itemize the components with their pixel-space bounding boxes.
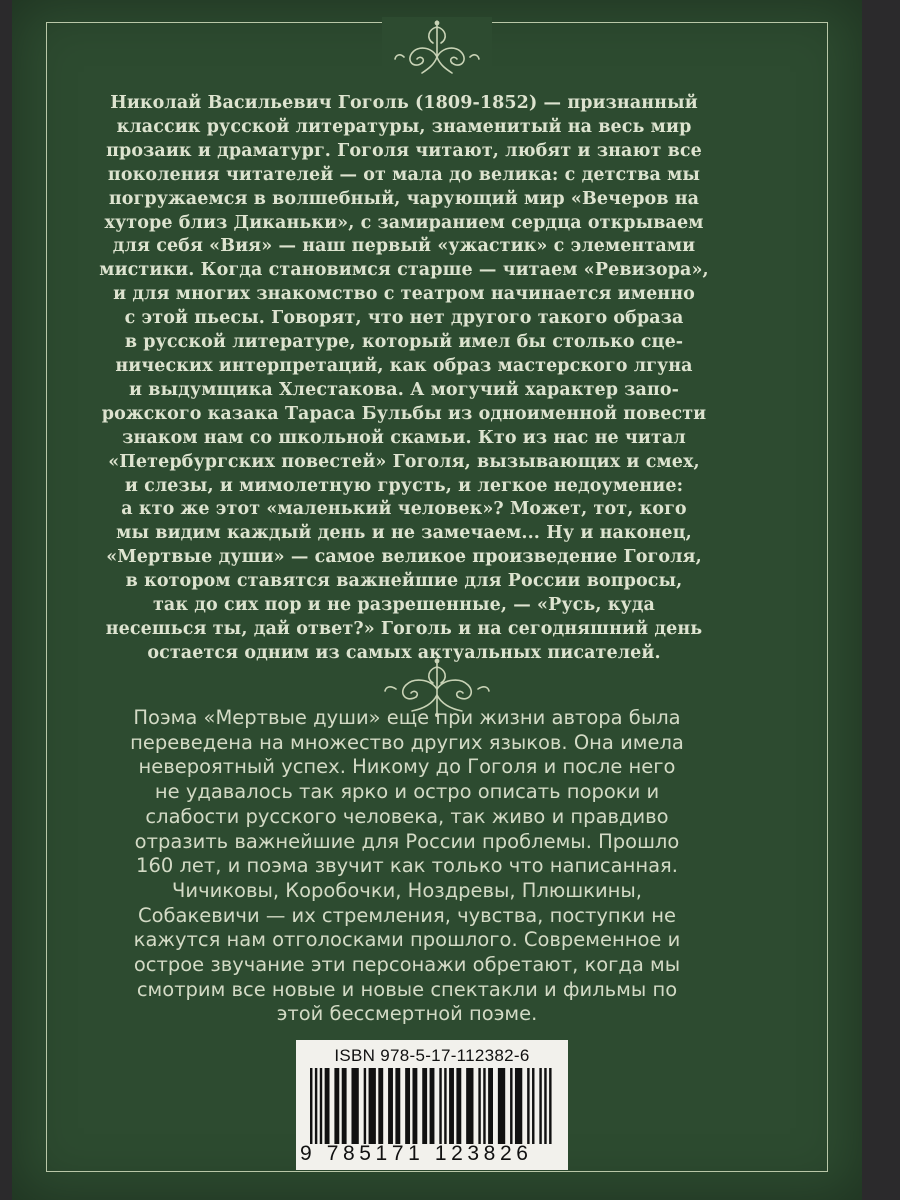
author-annotation [76, 92, 732, 666]
barcode-bar [369, 1068, 376, 1144]
annotation-line: прозаик и драматург. Гоголя читают, любят и знают все [106, 140, 702, 161]
barcode-bars [306, 1068, 558, 1144]
barcode-digits: 9 785171 123826 [300, 1142, 533, 1165]
barcode-bar [351, 1068, 358, 1144]
annotation-line: несешься ты, дай ответ?» Гоголь и на сегодняшний день [105, 618, 703, 639]
barcode-bar [444, 1068, 446, 1144]
annotation-line: рожского казака Тараса Бульбы из одноименной повести [101, 403, 707, 424]
annotation-line: Николай Васильевич Гоголь (1809-1852) — признанный [110, 93, 698, 113]
barcode-bar [539, 1068, 541, 1144]
barcode-bar [488, 1068, 493, 1144]
annotation-line: мистики. Когда становимся старше — читаем «Ревизора», [99, 260, 709, 281]
description-line: Поэма «Мертвые души» еще при жизни автора была [133, 706, 681, 729]
barcode-bar [515, 1068, 522, 1144]
barcode-bar [395, 1068, 400, 1144]
annotation-line: и слезы, и мимолетную грусть, и легкое недоумение: [124, 475, 684, 496]
barcode-bar [466, 1068, 473, 1144]
annotation-line: с этой пьесы. Говорят, что нет другого такого образа [124, 308, 684, 329]
barcode-bar [478, 1068, 480, 1144]
barcode-bar [412, 1068, 417, 1144]
annotation-line: поколения читателей — от мала до велика: с детства мы [107, 164, 701, 185]
description-line: 160 лет, и поэма звучит как только что написанная. [136, 854, 678, 878]
barcode-bar [498, 1068, 505, 1144]
isbn-label: ISBN 978-5-17-112382-6 [334, 1046, 530, 1065]
barcode-bar [315, 1068, 317, 1144]
description-line: отразить важнейшие для России проблемы. Прошло [134, 829, 680, 853]
annotation-line: так до сих пор и не разрешенные, — «Русь, куда [152, 595, 655, 616]
barcode-bar [422, 1068, 427, 1144]
barcode-bar [449, 1068, 454, 1144]
barcode-bar [405, 1068, 410, 1144]
annotation-line: знаком нам со школьной скамьи. Кто из нас не читал [122, 427, 686, 448]
description-line: этой бессмертной поэме. [276, 1002, 538, 1026]
book-back-cover [12, 0, 862, 1200]
barcode-bar [456, 1068, 461, 1144]
annotation-line: мы видим каждый день и не замечаем... Ну и наконец, [116, 523, 692, 544]
barcode-bar [544, 1068, 546, 1144]
annotation-line: хуторе близ Диканьки», с замиранием сердца открываем [104, 212, 704, 233]
barcode-bar [549, 1068, 551, 1144]
annotation-line: погружаемся в волшебный, чарующий мир «Вечеров на [108, 188, 700, 209]
annotation-line: а кто же этот «маленький человек»? Может, тот, кого [121, 499, 687, 520]
annotation-line: в котором ставятся важнейшие для России вопросы, [125, 571, 683, 592]
annotation-line: «Мертвые души» — самое великое произведение Гоголя, [106, 547, 702, 568]
annotation-line: и для многих знакомство с театром начинается именно [113, 284, 695, 305]
book-description [82, 706, 732, 1027]
annotation-line: остается одним из самых актуальных писателей. [147, 642, 661, 663]
barcode-bar [310, 1068, 312, 1144]
description-line: слабости русского человека, так живо и правдиво [145, 804, 669, 828]
description-line: невероятный успех. Никому до Гоголя и после него [138, 755, 676, 779]
barcode-bar [325, 1068, 330, 1144]
description-line: Чичиковы, Коробочки, Ноздревы, Плюшкины, [172, 878, 642, 902]
barcode-bar [510, 1068, 512, 1144]
description-line: переведена на множество других языков. Она имела [130, 730, 684, 754]
description-line: кажутся нам отголосками прошлого. Современное и [133, 928, 681, 952]
annotation-line: классик русской литературы, знаменитый на весь мир [116, 116, 692, 137]
barcode-bar [320, 1068, 322, 1144]
barcode-bar [527, 1068, 529, 1144]
description-line: острое звучание эти персонажи обретают, когда мы [133, 953, 681, 977]
barcode-bar [483, 1068, 485, 1144]
barcode-bar [388, 1068, 393, 1144]
barcode-bar [378, 1068, 383, 1144]
annotation-line: для себя «Вия» — наш первый «ужастик» с элементами [112, 236, 696, 257]
barcode-bar [334, 1068, 339, 1144]
description-line: смотрим все новые и новые спектакли и фильмы по [136, 977, 678, 1001]
barcode-bar [342, 1068, 347, 1144]
barcode-bar [430, 1068, 435, 1144]
floral-ornament-icon [382, 17, 492, 87]
barcode-bar [439, 1068, 441, 1144]
barcode-bar [532, 1068, 534, 1144]
isbn-barcode [296, 1040, 568, 1170]
annotation-line: и выдумщика Хлестакова. А могучий характер запо- [128, 379, 680, 400]
annotation-line: нических интерпретаций, как образ мастерского лгуна [115, 355, 693, 376]
description-line: не удавалось так ярко и остро описать пороки и [154, 780, 660, 804]
barcode-bar [364, 1068, 366, 1144]
annotation-line: в русской литературе, который имел бы столько сце- [124, 332, 684, 353]
description-line: Собакевичи — их стремления, чувства, поступки не [137, 903, 677, 927]
annotation-line: «Петербургских повестей» Гоголя, вызывающих и смех, [108, 451, 700, 472]
